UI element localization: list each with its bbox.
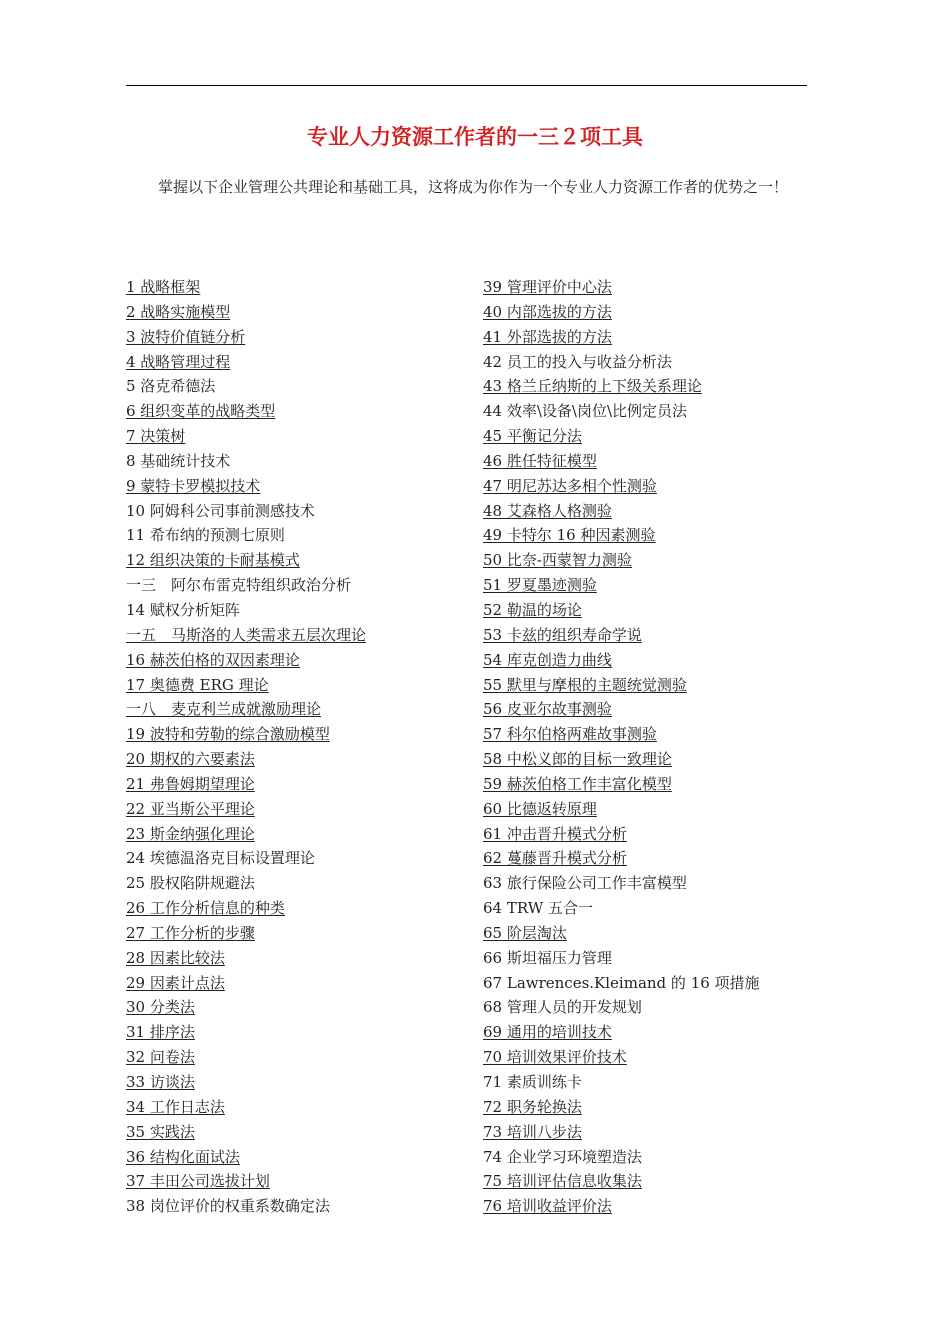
tool-list-item[interactable] — [126, 822, 471, 847]
tool-link[interactable]: 76 培训收益评价法 — [483, 1197, 612, 1216]
tool-list-item[interactable] — [126, 300, 471, 325]
tool-link[interactable]: 55 默里与摩根的主题统觉测验 — [483, 675, 687, 694]
tool-list-left — [126, 275, 471, 1219]
tool-link[interactable]: 1 战略框架 — [126, 278, 201, 296]
tool-link[interactable]: 27 工作分析的步骤 — [126, 923, 255, 942]
tool-label: 10 阿姆科公司事前测感技术 — [126, 501, 315, 520]
tool-list-item[interactable] — [126, 747, 471, 772]
tool-list-item[interactable] — [483, 1045, 813, 1070]
tool-link[interactable]: 12 组织决策的卡耐基模式 — [126, 551, 300, 570]
tool-list-item — [126, 1194, 471, 1219]
tool-list-item[interactable] — [483, 846, 813, 871]
tool-list-item[interactable] — [126, 350, 471, 375]
tool-link[interactable]: 34 工作日志法 — [126, 1097, 225, 1116]
tool-list-item[interactable] — [483, 474, 813, 499]
tool-list-right — [483, 275, 813, 1219]
tool-list-item — [483, 399, 813, 424]
tool-list-item — [126, 374, 471, 399]
tool-list-item[interactable] — [483, 722, 813, 747]
tool-list-item[interactable] — [483, 921, 813, 946]
tool-link[interactable]: 41 外部选拔的方法 — [483, 327, 612, 346]
tool-list-item[interactable] — [483, 1120, 813, 1145]
tool-link[interactable]: 56 皮亚尔故事测验 — [483, 700, 612, 719]
tool-link[interactable]: 59 赫茨伯格工作丰富化模型 — [483, 774, 672, 793]
tool-link[interactable]: 51 罗夏墨迹测验 — [483, 576, 597, 595]
tool-link[interactable]: 50 比奈-西蒙智力测验 — [483, 551, 632, 570]
tool-link[interactable]: 70 培训效果评价技术 — [483, 1048, 627, 1067]
tool-list-item[interactable] — [126, 275, 471, 300]
tool-list-item[interactable] — [483, 300, 813, 325]
tool-list-item — [483, 995, 813, 1020]
document-title: 专业人力资源工作者的一三２项工具 — [307, 125, 643, 149]
tool-label: 5 洛克希德法 — [126, 377, 216, 396]
tool-list-item[interactable] — [483, 548, 813, 573]
tool-label: 44 效率\设备\岗位\比例定员法 — [483, 402, 688, 421]
tool-link[interactable]: 72 职务轮换法 — [483, 1097, 582, 1116]
tool-label: 25 股权陷阱规避法 — [126, 874, 255, 893]
tool-list-item[interactable] — [126, 946, 471, 971]
tool-link[interactable]: 20 期权的六要素法 — [126, 750, 255, 769]
tool-list-item — [483, 896, 813, 921]
tool-list-item[interactable] — [483, 325, 813, 350]
tool-label: 24 埃德温洛克目标设置理论 — [126, 849, 315, 868]
tool-link[interactable]: 21 弗鲁姆期望理论 — [126, 774, 255, 793]
tool-list-item[interactable] — [126, 673, 471, 698]
tool-list-item[interactable] — [126, 697, 471, 722]
tool-list-item[interactable] — [483, 673, 813, 698]
tool-link[interactable]: 57 科尔伯格两难故事测验 — [483, 725, 657, 744]
tool-link[interactable]: 65 阶层淘汰 — [483, 923, 567, 942]
tool-list-item — [483, 1070, 813, 1095]
tool-list-item — [483, 946, 813, 971]
tool-link[interactable]: 47 明尼苏达多相个性测验 — [483, 476, 657, 495]
tool-link[interactable]: 23 斯金纳强化理论 — [126, 824, 255, 843]
tool-list-item[interactable] — [126, 896, 471, 921]
tool-link[interactable]: 26 工作分析信息的种类 — [126, 899, 285, 918]
tool-link[interactable]: 46 胜任特征模型 — [483, 451, 597, 470]
tool-link[interactable]: 43 格兰丘纳斯的上下级关系理论 — [483, 377, 702, 396]
tool-list-item[interactable] — [126, 921, 471, 946]
tool-list-item[interactable] — [483, 374, 813, 399]
tool-list-item — [126, 499, 471, 524]
tool-link[interactable]: 一八 麦克利兰成就激励理论 — [126, 700, 322, 719]
tool-list-item[interactable] — [483, 1095, 813, 1120]
tool-list-item[interactable] — [483, 598, 813, 623]
tool-link[interactable]: 61 冲击晋升模式分析 — [483, 824, 627, 843]
tool-list-item[interactable] — [126, 971, 471, 996]
tool-label: 一三 阿尔布雷克特组织政治分析 — [126, 576, 352, 595]
tool-label: 14 赋权分析矩阵 — [126, 600, 240, 619]
tool-list-item[interactable] — [126, 1145, 471, 1170]
tool-link[interactable]: 4 战略管理过程 — [126, 352, 231, 371]
tool-list-item[interactable] — [483, 1020, 813, 1045]
tool-link[interactable]: 53 卡兹的组织寿命学说 — [483, 625, 642, 644]
tool-list-item[interactable] — [126, 797, 471, 822]
tool-list-item[interactable] — [126, 399, 471, 424]
tool-link[interactable]: 60 比德返转原理 — [483, 799, 597, 818]
tool-link[interactable]: 30 分类法 — [126, 998, 195, 1017]
tool-list-item[interactable] — [126, 623, 471, 648]
tool-list-item[interactable] — [483, 449, 813, 474]
tool-link[interactable]: 35 实践法 — [126, 1122, 195, 1141]
tool-list-item — [126, 598, 471, 623]
tool-list-item — [126, 573, 471, 598]
tool-link[interactable]: 一五 马斯洛的人类需求五层次理论 — [126, 625, 367, 644]
tool-link[interactable]: 33 访谈法 — [126, 1073, 195, 1091]
tool-list-item[interactable] — [483, 623, 813, 648]
tool-link[interactable]: 16 赫茨伯格的双因素理论 — [126, 650, 300, 669]
tool-list-item[interactable] — [483, 822, 813, 847]
tool-link[interactable]: 29 因素计点法 — [126, 973, 225, 992]
tool-link[interactable]: 36 结构化面试法 — [126, 1147, 240, 1166]
tool-label: 64 TRW 五合一 — [483, 899, 594, 918]
tool-list-item — [483, 971, 813, 996]
tool-list-item[interactable] — [126, 1070, 471, 1095]
tool-link[interactable]: 28 因素比较法 — [126, 948, 225, 967]
tool-link[interactable]: 22 亚当斯公平理论 — [126, 799, 255, 818]
tool-list-item[interactable] — [126, 325, 471, 350]
tool-list-item[interactable] — [126, 648, 471, 673]
tool-link[interactable]: 6 组织变革的战略类型 — [126, 402, 276, 421]
tool-label: 38 岗位评价的权重系数确定法 — [126, 1197, 330, 1216]
tool-list-item — [126, 449, 471, 474]
tool-label: 68 管理人员的开发规划 — [483, 998, 642, 1017]
tool-link[interactable]: 49 卡特尔 16 种因素测验 — [483, 526, 656, 545]
tool-list-item — [126, 846, 471, 871]
tool-list-item[interactable] — [483, 797, 813, 822]
tool-list-item[interactable] — [483, 772, 813, 797]
tool-link[interactable]: 75 培训评估信息收集法 — [483, 1172, 642, 1191]
tool-link[interactable]: 40 内部选拔的方法 — [483, 302, 612, 321]
tool-list-item[interactable] — [126, 1095, 471, 1120]
tool-list-item[interactable] — [126, 1120, 471, 1145]
tool-list-item[interactable] — [126, 772, 471, 797]
tool-link[interactable]: 37 丰田公司选拔计划 — [126, 1172, 270, 1191]
tool-link[interactable]: 32 问卷法 — [126, 1048, 195, 1067]
tool-link[interactable]: 69 通用的培训技术 — [483, 1023, 612, 1042]
tool-list-item[interactable] — [126, 1045, 471, 1070]
tool-list-item — [483, 871, 813, 896]
tool-list-item[interactable] — [126, 424, 471, 449]
header-rule — [126, 85, 807, 86]
tool-list-item[interactable] — [483, 1169, 813, 1194]
tool-list-item[interactable] — [126, 722, 471, 747]
tool-link[interactable]: 19 波特和劳勒的综合激励模型 — [126, 725, 330, 744]
tool-link[interactable]: 39 管理评价中心法 — [483, 278, 612, 296]
tool-link[interactable]: 9 蒙特卡罗模拟技术 — [126, 476, 261, 495]
intro-paragraph: 掌握以下企业管理公共理论和基础工具，这将成为你作为一个专业人力资源工作者的优势之一！ — [158, 178, 789, 196]
tool-list-item[interactable] — [483, 499, 813, 524]
tool-label: 42 员工的投入与收益分析法 — [483, 352, 672, 371]
tool-list-item[interactable] — [126, 995, 471, 1020]
tool-link[interactable]: 17 奥德费 ERG 理论 — [126, 675, 269, 694]
tool-label: 8 基础统计技术 — [126, 451, 231, 470]
tool-list-item — [483, 1145, 813, 1170]
tool-label: 67 Lawrences.Kleimand 的 16 项措施 — [483, 973, 760, 992]
tool-list-item[interactable] — [483, 275, 813, 300]
tool-list-item[interactable] — [483, 648, 813, 673]
tool-list-item[interactable] — [483, 747, 813, 772]
tool-list-item — [126, 523, 471, 548]
tool-label: 11 希布纳的预测七原则 — [126, 526, 285, 545]
tool-link[interactable]: 52 勒温的场论 — [483, 600, 582, 619]
tool-label: 63 旅行保险公司工作丰富模型 — [483, 874, 687, 893]
tool-label: 74 企业学习环境塑造法 — [483, 1147, 642, 1166]
tool-link[interactable]: 7 决策树 — [126, 427, 186, 446]
tool-list-item — [126, 871, 471, 896]
tool-list-item[interactable] — [126, 474, 471, 499]
tool-link[interactable]: 62 蔓藤晋升模式分析 — [483, 849, 627, 868]
tool-list-item[interactable] — [126, 1020, 471, 1045]
tool-label: 66 斯坦福压力管理 — [483, 948, 612, 967]
tool-link[interactable]: 58 中松义郎的目标一致理论 — [483, 750, 672, 769]
tool-list-item — [483, 350, 813, 375]
tool-link[interactable]: 45 平衡记分法 — [483, 427, 582, 446]
tool-list-item[interactable] — [126, 548, 471, 573]
tool-list-item[interactable] — [483, 1194, 813, 1219]
tool-list-item[interactable] — [483, 697, 813, 722]
tool-link[interactable]: 54 库克创造力曲线 — [483, 650, 612, 669]
tool-link[interactable]: 31 排序法 — [126, 1023, 195, 1042]
tool-link[interactable]: 2 战略实施模型 — [126, 302, 231, 321]
tool-link[interactable]: 73 培训八步法 — [483, 1122, 582, 1141]
tool-list-item[interactable] — [483, 573, 813, 598]
tool-link[interactable]: 3 波特价值链分析 — [126, 327, 246, 346]
tool-label: 71 素质训练卡 — [483, 1073, 582, 1091]
tool-list-item[interactable] — [126, 1169, 471, 1194]
tool-list-item[interactable] — [483, 424, 813, 449]
tool-list-item[interactable] — [483, 523, 813, 548]
tool-link[interactable]: 48 艾森格人格测验 — [483, 501, 612, 520]
